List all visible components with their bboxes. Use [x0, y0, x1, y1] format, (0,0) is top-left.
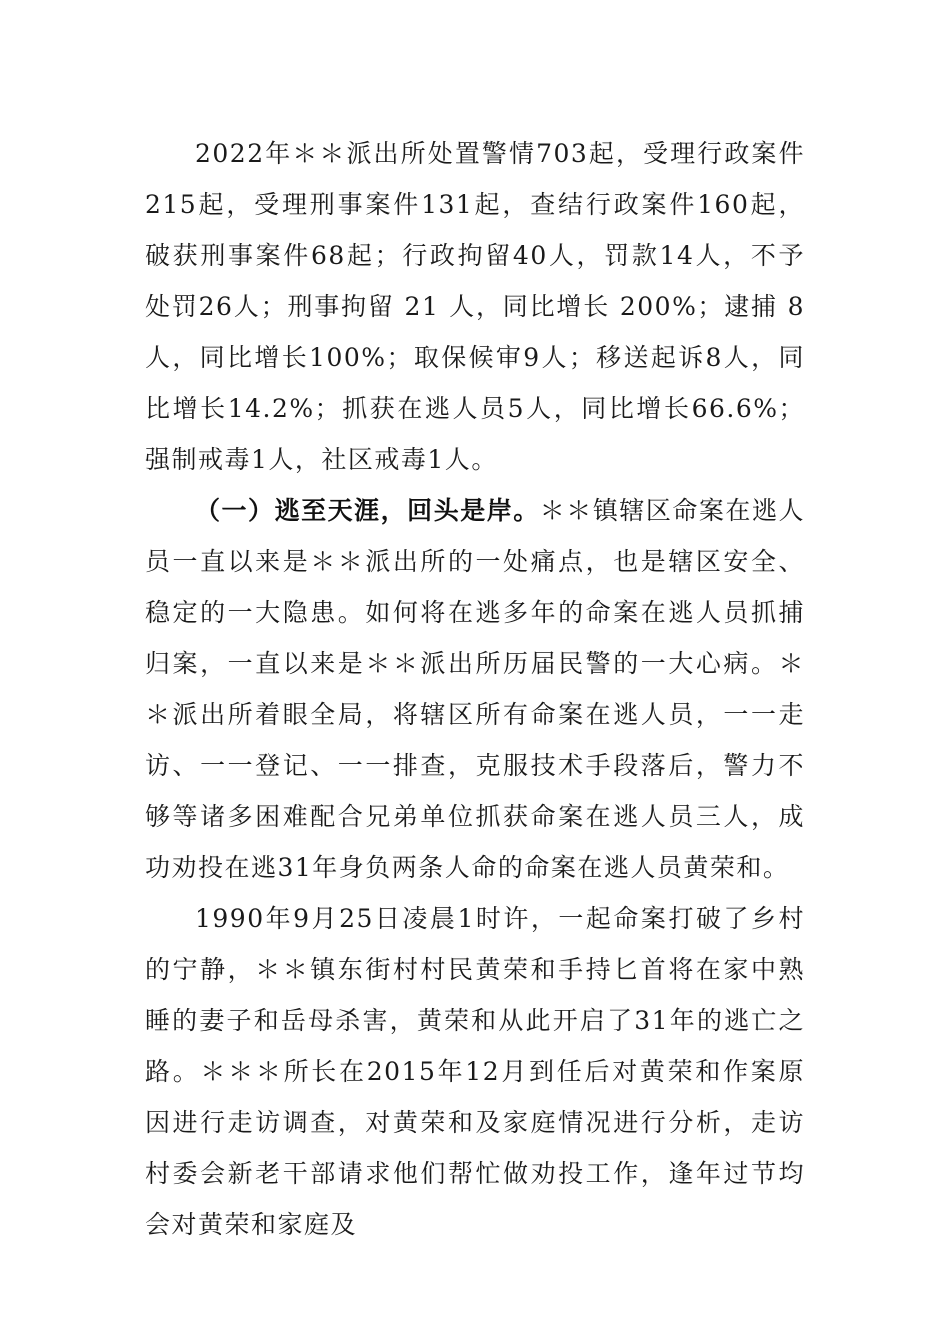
paragraph-text: 1990年9月25日凌晨1时许，一起命案打破了乡村的宁静，＊＊镇东街村村民黄荣和手持匕首将在家中熟睡的妻子和岳母杀害，黄荣和从此开启了31年的逃亡之路。＊＊＊所长在2015年12月到任后对黄荣和作案原因进行走访调查，对黄荣和及家庭情况进行分析，走访村委会新老干部请求他们帮忙做劝投工作，逢年过节均会对黄荣和家庭及 — [145, 904, 805, 1239]
paragraph-statistics — [145, 128, 805, 485]
section-heading: （一）逃至天涯，回头是岸。 — [195, 496, 540, 525]
paragraph-text: ＊＊镇辖区命案在逃人员一直以来是＊＊派出所的一处痛点，也是辖区安全、稳定的一大隐患。如何将在逃多年的命案在逃人员抓捕归案，一直以来是＊＊派出所历届民警的一大心病。＊＊派出所着眼全局，将辖区所有命案在逃人员，一一走访、一一登记、一一排查，克服技术手段落后，警力不够等诸多困难配合兄弟单位抓获命案在逃人员三人，成功劝投在逃31年身负两条人命的命案在逃人员黄荣和。 — [145, 496, 805, 882]
paragraph-case-story — [145, 893, 805, 1250]
paragraph-text: 2022年＊＊派出所处置警情703起，受理行政案件 215起，受理刑事案件131起，查结行政案件160起，破获刑事案件68起；行政拘留40人，罚款14人，不予处罚26人；刑事拘留 21 人，同比增长 200%；逮捕 8 人，同比增长100%；取保候审9人；移送起诉8人，同比增长14.2%；抓获在逃人员5人，同比增长66.6%；强制戒毒1人，社区戒毒1人。 — [145, 139, 805, 474]
paragraph-section-one — [145, 485, 805, 893]
